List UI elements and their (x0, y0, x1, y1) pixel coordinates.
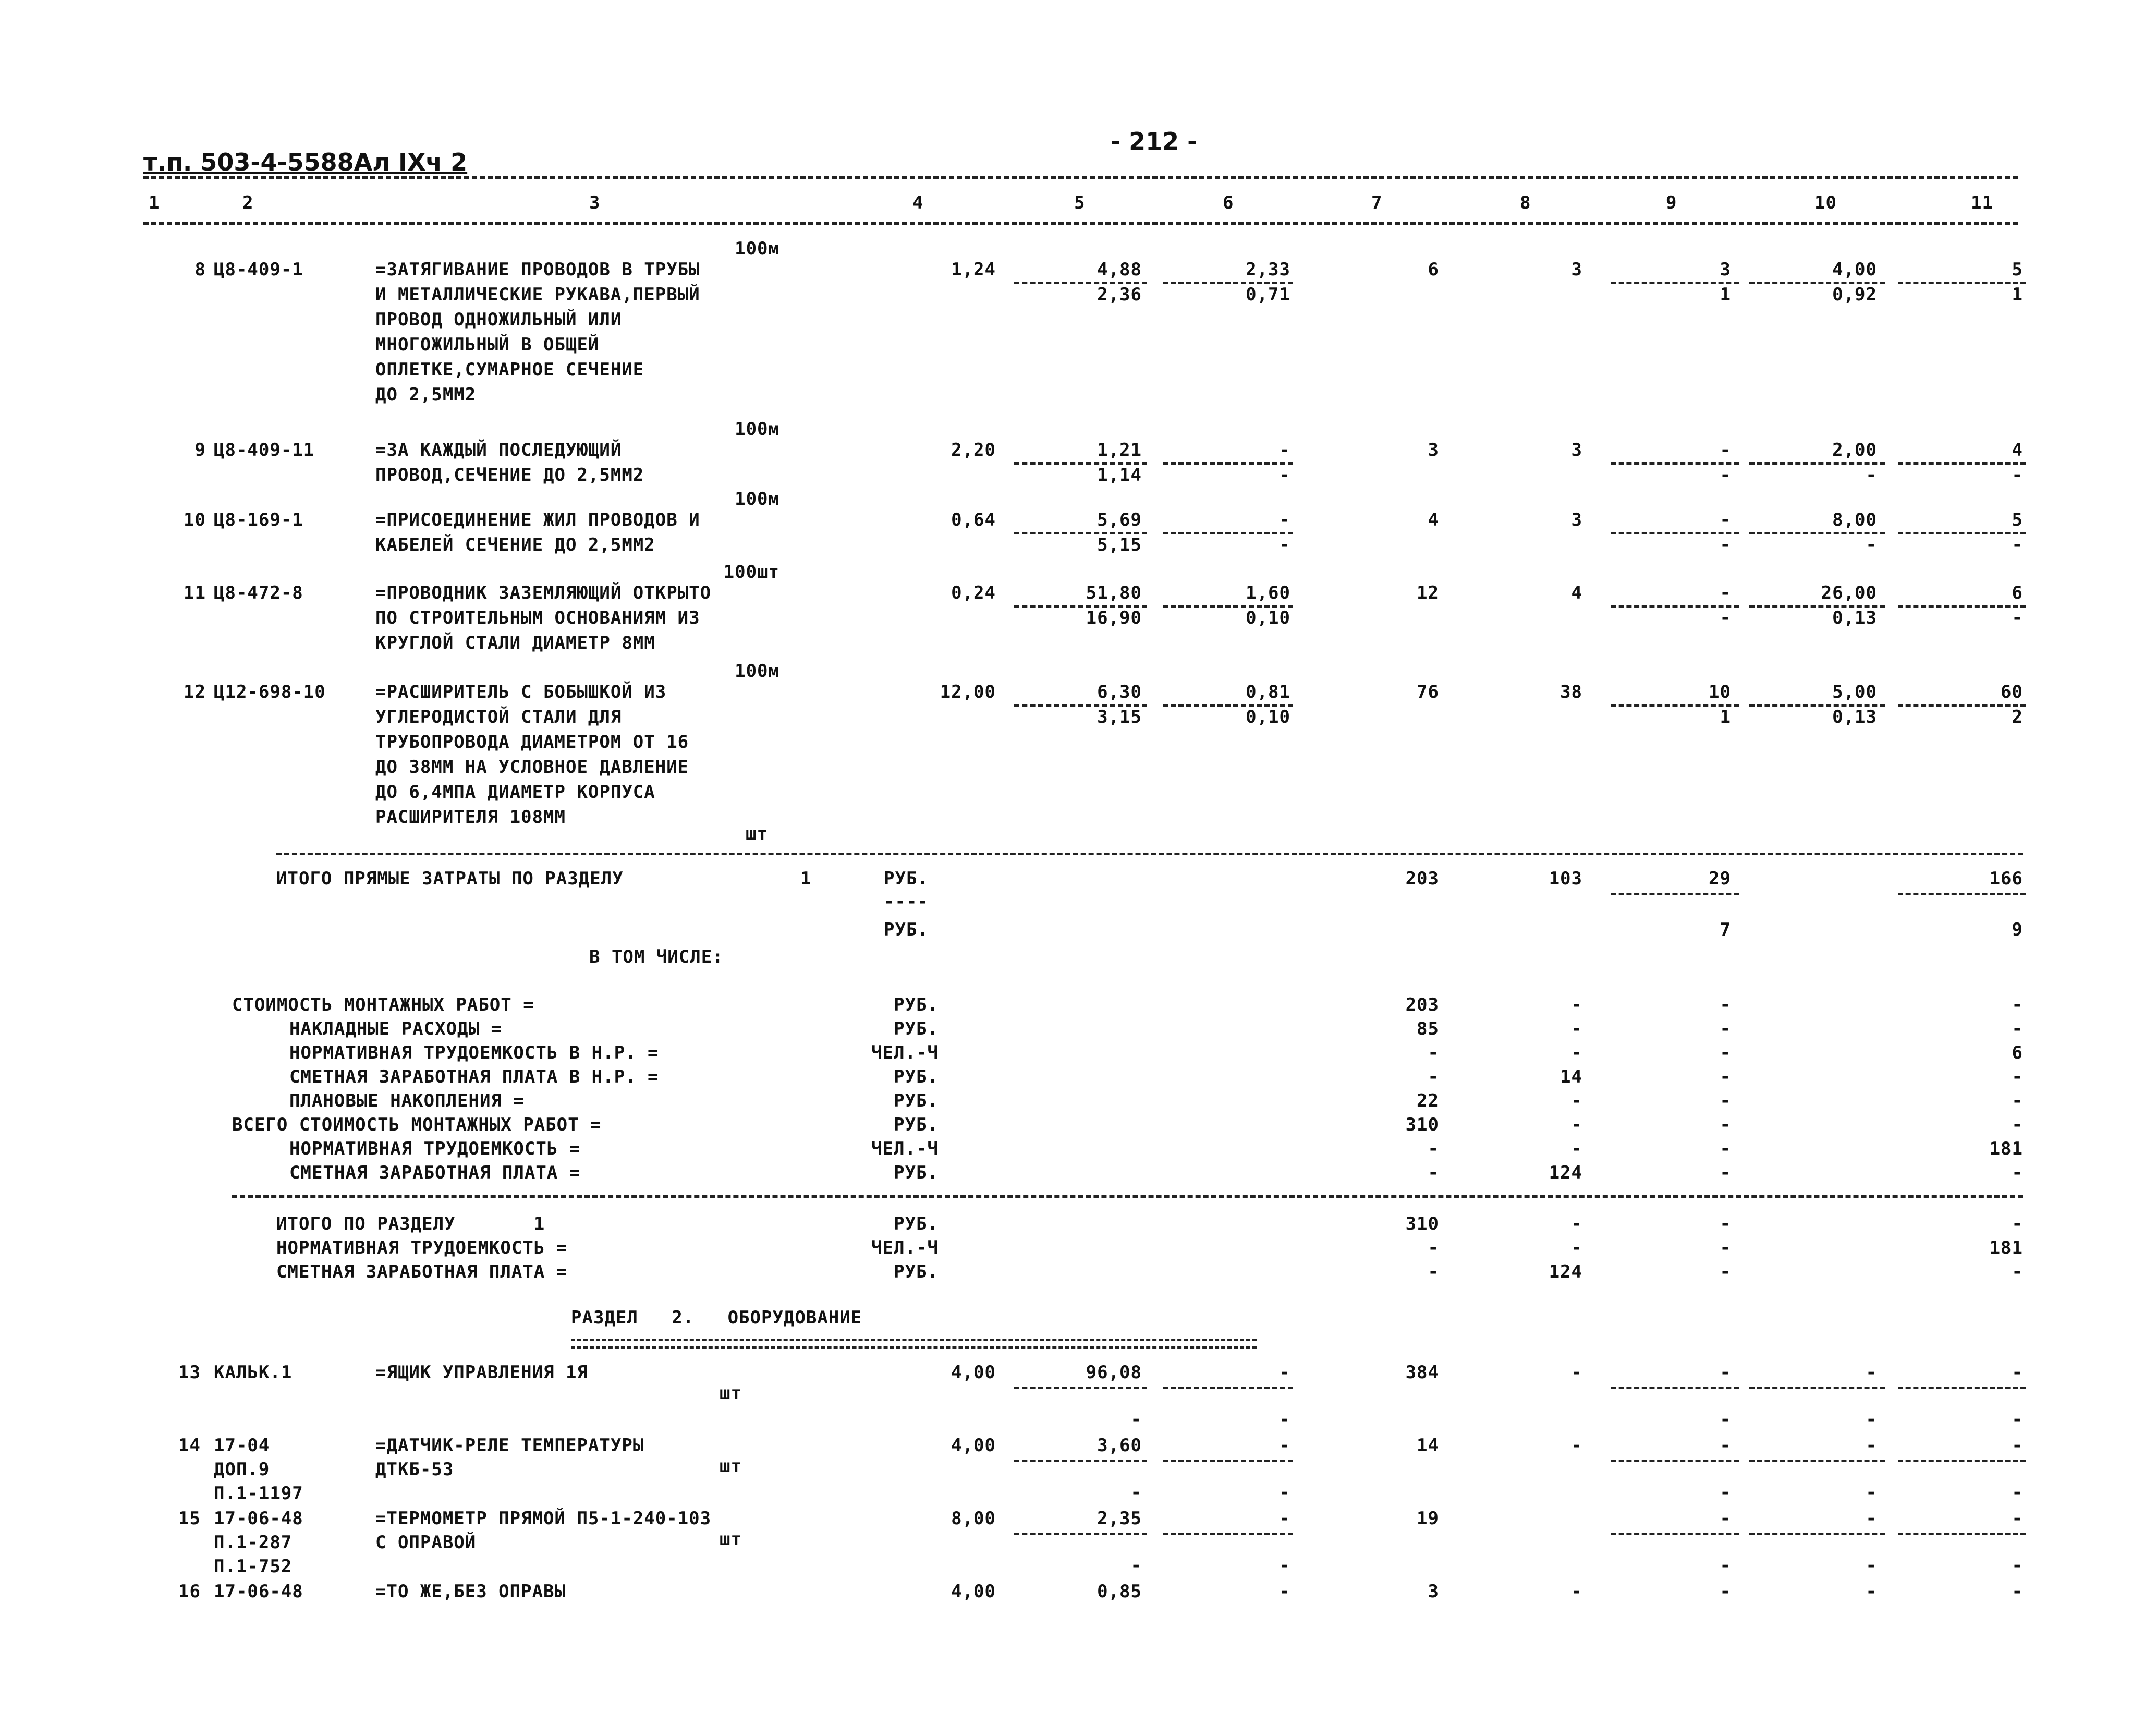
price-code: П.1-287 (214, 1532, 293, 1553)
cell-separator (1014, 1533, 1147, 1535)
item-description: =ЗА КАЖДЫЙ ПОСЛЕДУЮЩИЙ (375, 440, 622, 460)
item-description: ТРУБОПРОВОДА ДИАМЕТРОМ ОТ 16 (375, 732, 689, 752)
cell-c9: - (1720, 1213, 1731, 1234)
cell-c11: 4 (2012, 440, 2023, 460)
cell-separator (1898, 893, 2026, 895)
document-reference: т.п. 503-4-5588Ал IXч 2 (143, 148, 468, 176)
item-description: ДО 38ММ НА УСЛОВНОЕ ДАВЛЕНИЕ (375, 757, 689, 778)
cell-separator (1898, 704, 2026, 707)
column-header: 10 (1814, 192, 1837, 213)
cell-c9b: 1 (1720, 707, 1731, 727)
cell-c11b: - (2012, 1555, 2023, 1576)
cell-c11: 60 (2001, 682, 2023, 702)
cell-c11: 181 (1989, 1138, 2023, 1159)
cell-c9: - (1720, 440, 1731, 460)
cost-line-label: СМЕТНАЯ ЗАРАБОТНАЯ ПЛАТА В Н.Р. = (289, 1066, 659, 1087)
cell-c10: 5,00 (1832, 682, 1877, 702)
cell-c11: - (2012, 1114, 2023, 1135)
price-code: Ц8-472-8 (214, 582, 303, 603)
cell-separator (1611, 893, 1739, 895)
price-code: 17-06-48 (214, 1508, 303, 1529)
in-that-heading: В ТОМ ЧИСЛЕ: (589, 946, 724, 967)
cell-c4: 8,00 (951, 1508, 996, 1529)
cell-c11b: 1 (2012, 284, 2023, 305)
cell-separator (1898, 1387, 2026, 1389)
cell-c5: 1,21 (1097, 440, 1142, 460)
cell-c7: - (1428, 1162, 1439, 1183)
unit-label: РУБ. (884, 919, 929, 940)
cost-line-label: НАКЛАДНЫЕ РАСХОДЫ = (289, 1018, 502, 1039)
item-description: =ТО ЖЕ,БЕЗ ОПРАВЫ (375, 1581, 566, 1602)
final-line-label: ИТОГО ПО РАЗДЕЛУ 1 (276, 1213, 545, 1234)
item-number: 10 (184, 509, 206, 530)
unit-label: РУБ. (894, 994, 939, 1015)
unit-label: 100шт (723, 562, 779, 582)
cell-c11b: 9 (2012, 919, 2023, 940)
price-code: Ц8-409-1 (214, 259, 303, 280)
unit-label: РУБ. (894, 1066, 939, 1087)
price-code: 17-06-48 (214, 1581, 303, 1602)
cell-c5b: 3,15 (1097, 707, 1142, 727)
cell-c9: - (1720, 1018, 1731, 1039)
cell-c7: - (1428, 1066, 1439, 1087)
cell-c6: - (1279, 1362, 1290, 1383)
cell-c4: 12,00 (940, 682, 996, 702)
cell-c6b: - (1279, 465, 1290, 485)
total-label: ИТОГО ПРЯМЫЕ ЗАТРАТЫ ПО РАЗДЕЛУ (276, 868, 624, 889)
cell-c10: 8,00 (1832, 509, 1877, 530)
cell-c11: 5 (2012, 259, 2023, 280)
unit-label: шт (720, 1383, 742, 1404)
cell-c6b: 0,10 (1246, 608, 1290, 628)
cell-c11: - (2012, 994, 2023, 1015)
cell-c5: 96,08 (1086, 1362, 1142, 1383)
item-description: КРУГЛОЙ СТАЛИ ДИАМЕТР 8ММ (375, 633, 655, 653)
cell-separator (1898, 1533, 2026, 1535)
cell-c5: 4,88 (1097, 259, 1142, 280)
cell-separator (1898, 462, 2026, 465)
cell-c5: 0,85 (1097, 1581, 1142, 1602)
price-code: КАЛЬК.1 (214, 1362, 293, 1383)
cell-c7: - (1428, 1261, 1439, 1282)
cell-separator (1163, 1533, 1293, 1535)
cell-c11b: - (2012, 1482, 2023, 1503)
cell-c6b: 0,10 (1246, 707, 1290, 727)
unit-label: ЧЕЛ.-Ч (871, 1237, 939, 1258)
cell-separator (1749, 1533, 1885, 1535)
unit-label: шт (720, 1529, 742, 1550)
cell-c9: - (1720, 1362, 1731, 1383)
cell-c10b: 0,13 (1832, 707, 1877, 727)
cell-c7: - (1428, 1138, 1439, 1159)
cell-separator (1898, 605, 2026, 608)
unit-label: 100м (735, 419, 779, 440)
header-rule-bottom (143, 222, 2018, 225)
header-rule-top (143, 176, 2018, 179)
cell-c8: - (1571, 1213, 1582, 1234)
cell-c8: - (1571, 1114, 1582, 1135)
cell-c8: 4 (1571, 582, 1582, 603)
cell-c8: - (1571, 1435, 1582, 1456)
item-number: 15 (178, 1508, 201, 1529)
page-number: - 212 - (1111, 127, 1198, 155)
cell-c11: 6 (2012, 1042, 2023, 1063)
cell-c5b: - (1130, 1409, 1142, 1430)
cell-c4: 4,00 (951, 1362, 996, 1383)
cost-line-label: НОРМАТИВНАЯ ТРУДОЕМКОСТЬ В Н.Р. = (289, 1042, 659, 1063)
cell-separator (1611, 1387, 1739, 1389)
cell-c10b: - (1866, 534, 1877, 555)
cell-c9: - (1720, 1435, 1731, 1456)
item-description: ДО 2,5ММ2 (375, 384, 477, 405)
cell-c6: - (1279, 440, 1290, 460)
cell-c5b: - (1130, 1482, 1142, 1503)
cell-c7: 310 (1405, 1213, 1439, 1234)
cell-c10b: - (1866, 1409, 1877, 1430)
cell-c5: 3,60 (1097, 1435, 1142, 1456)
cell-c10b: 0,92 (1832, 284, 1877, 305)
item-number: 12 (184, 682, 206, 702)
cell-c11: - (2012, 1066, 2023, 1087)
unit-label: РУБ. (894, 1114, 939, 1135)
cell-c10b: - (1866, 465, 1877, 485)
cell-c6: - (1279, 509, 1290, 530)
column-header: 7 (1371, 192, 1383, 213)
cell-c5b: 2,36 (1097, 284, 1142, 305)
cell-c6b: - (1279, 1555, 1290, 1576)
cell-c8: 103 (1549, 868, 1582, 889)
cell-c9b: - (1720, 1555, 1731, 1576)
cell-c11b: - (2012, 608, 2023, 628)
item-description: УГЛЕРОДИСТОЙ СТАЛИ ДЛЯ (375, 707, 622, 727)
cell-c6b: - (1279, 1482, 1290, 1503)
cell-c11: 5 (2012, 509, 2023, 530)
section-rule (232, 1195, 2023, 1198)
unit-label: РУБ. (894, 1090, 939, 1111)
cost-line-label: ПЛАНОВЫЕ НАКОПЛЕНИЯ = (289, 1090, 525, 1111)
column-header: 1 (149, 192, 160, 213)
cell-c5b: 5,15 (1097, 534, 1142, 555)
cell-c6b: - (1279, 1409, 1290, 1430)
cell-c9: - (1720, 1066, 1731, 1087)
cell-c8: - (1571, 1042, 1582, 1063)
column-header: 4 (912, 192, 924, 213)
cell-separator (1749, 462, 1885, 465)
price-code: ДОП.9 (214, 1459, 270, 1480)
cell-c11: - (2012, 1435, 2023, 1456)
cell-separator (1163, 1387, 1293, 1389)
item-description: ПО СТРОИТЕЛЬНЫМ ОСНОВАНИЯМ ИЗ (375, 608, 700, 628)
cell-c9: - (1720, 582, 1731, 603)
section-title-underline (571, 1339, 1257, 1349)
cell-c11: - (2012, 1162, 2023, 1183)
cell-separator (1749, 1387, 1885, 1389)
cell-c10b: - (1866, 1555, 1877, 1576)
cell-c10: - (1866, 1581, 1877, 1602)
cell-c5: 51,80 (1086, 582, 1142, 603)
cell-c9: - (1720, 1042, 1731, 1063)
column-header: 3 (589, 192, 601, 213)
cell-c6: 1,60 (1246, 582, 1290, 603)
cell-c8: 3 (1571, 509, 1582, 530)
unit-label: РУБ. (894, 1261, 939, 1282)
cell-c10: 2,00 (1832, 440, 1877, 460)
cell-separator (1749, 1460, 1885, 1462)
price-code: П.1-752 (214, 1556, 293, 1577)
cell-c11: - (2012, 1581, 2023, 1602)
item-description: =ПРОВОДНИК ЗАЗЕМЛЯЮЩИЙ ОТКРЫТО (375, 582, 712, 603)
unit-label: ЧЕЛ.-Ч (871, 1138, 939, 1159)
unit-label: ЧЕЛ.-Ч (871, 1042, 939, 1063)
cell-c8: 38 (1560, 682, 1582, 702)
cell-c7: 4 (1428, 509, 1439, 530)
cell-c6b: 0,71 (1246, 284, 1290, 305)
column-header: 11 (1971, 192, 1993, 213)
item-number: 9 (194, 440, 206, 460)
cell-c10: 4,00 (1832, 259, 1877, 280)
cell-c11: - (2012, 1213, 2023, 1234)
cost-line-label: СМЕТНАЯ ЗАРАБОТНАЯ ПЛАТА = (289, 1162, 581, 1183)
cell-c9: - (1720, 1237, 1731, 1258)
cell-c9: - (1720, 1581, 1731, 1602)
cell-c8: - (1571, 1090, 1582, 1111)
section-rule (276, 853, 2023, 855)
cell-c9: - (1720, 509, 1731, 530)
cell-c7: - (1428, 1042, 1439, 1063)
cell-c8: 14 (1560, 1066, 1582, 1087)
cell-c10: - (1866, 1362, 1877, 1383)
cell-c11: 166 (1989, 868, 2023, 889)
item-description: РАСШИРИТЕЛЯ 108ММ (375, 807, 566, 828)
item-number: 14 (178, 1435, 201, 1456)
cell-c7: 203 (1405, 994, 1439, 1015)
price-code: Ц8-409-11 (214, 440, 315, 460)
cell-c11b: - (2012, 534, 2023, 555)
cell-c9: 10 (1709, 682, 1731, 702)
cell-c11: - (2012, 1018, 2023, 1039)
cell-c9b: - (1720, 608, 1731, 628)
cell-c8: 124 (1549, 1261, 1582, 1282)
item-description: ПРОВОД,СЕЧЕНИЕ ДО 2,5ММ2 (375, 465, 644, 485)
cell-c9b: - (1720, 1409, 1731, 1430)
cell-c7: 3 (1428, 440, 1439, 460)
price-code: Ц8-169-1 (214, 509, 303, 530)
cell-separator (1163, 532, 1293, 534)
cost-line-label: СТОИМОСТЬ МОНТАЖНЫХ РАБОТ = (232, 994, 534, 1015)
cell-c11b: 2 (2012, 707, 2023, 727)
item-description: =ЯЩИК УПРАВЛЕНИЯ 1Я (375, 1362, 588, 1383)
item-description: И МЕТАЛЛИЧЕСКИЕ РУКАВА,ПЕРВЫЙ (375, 284, 700, 305)
final-line-label: НОРМАТИВНАЯ ТРУДОЕМКОСТЬ = (276, 1237, 568, 1258)
cell-c7: 310 (1405, 1114, 1439, 1135)
cell-c7: 384 (1405, 1362, 1439, 1383)
cell-c9: - (1720, 994, 1731, 1015)
item-description: С ОПРАВОЙ (375, 1532, 477, 1553)
cell-c5: 6,30 (1097, 682, 1142, 702)
cell-c9b: - (1720, 1482, 1731, 1503)
cell-c6: - (1279, 1435, 1290, 1456)
item-description: ДО 6,4МПА ДИАМЕТР КОРПУСА (375, 782, 655, 803)
item-number: 13 (178, 1362, 201, 1383)
cell-c8: - (1571, 1138, 1582, 1159)
item-description: =ТЕРМОМЕТР ПРЯМОЙ П5-1-240-103 (375, 1508, 712, 1529)
cell-c5: 2,35 (1097, 1508, 1142, 1529)
item-number: 8 (194, 259, 206, 280)
cell-c8: 3 (1571, 440, 1582, 460)
cell-c4: 4,00 (951, 1435, 996, 1456)
column-header: 9 (1666, 192, 1677, 213)
cell-c10: 26,00 (1821, 582, 1877, 603)
cell-c9: 29 (1709, 868, 1731, 889)
cell-c9b: 1 (1720, 284, 1731, 305)
total-section-number: 1 (800, 868, 812, 889)
cell-c8: - (1571, 1237, 1582, 1258)
cell-c7: 6 (1428, 259, 1439, 280)
cell-c4: 0,24 (951, 582, 996, 603)
cell-c11: 181 (1989, 1237, 2023, 1258)
cell-c9b: - (1720, 465, 1731, 485)
cell-c9: - (1720, 1090, 1731, 1111)
item-description: ПРОВОД ОДНОЖИЛЬНЫЙ ИЛИ (375, 309, 622, 330)
column-header: 6 (1223, 192, 1234, 213)
cell-c7: 12 (1417, 582, 1439, 603)
cell-separator (1898, 1460, 2026, 1462)
item-description: =ПРИСОЕДИНЕНИЕ ЖИЛ ПРОВОДОВ И (375, 509, 700, 530)
cell-separator-text: ---- (884, 891, 929, 912)
item-description: =ДАТЧИК-РЕЛЕ ТЕМПЕРАТУРЫ (375, 1435, 644, 1456)
cell-c10b: - (1866, 1482, 1877, 1503)
item-number: 11 (184, 582, 206, 603)
cell-c7: 22 (1417, 1090, 1439, 1111)
cell-c11: - (2012, 1508, 2023, 1529)
cell-c7: 76 (1417, 682, 1439, 702)
cell-c11: - (2012, 1261, 2023, 1282)
cell-c9: 3 (1720, 259, 1731, 280)
column-header: 8 (1520, 192, 1531, 213)
cell-c5b: - (1130, 1555, 1142, 1576)
cell-separator (1014, 1387, 1147, 1389)
item-number: 16 (178, 1581, 201, 1602)
unit-label: РУБ. (894, 1213, 939, 1234)
cell-separator (1611, 1460, 1739, 1462)
cell-separator (1611, 1533, 1739, 1535)
unit-label: шт (746, 823, 768, 844)
cell-c7: 203 (1405, 868, 1439, 889)
cell-c11: - (2012, 1090, 2023, 1111)
cell-c10b: 0,13 (1832, 608, 1877, 628)
item-description: =РАСШИРИТЕЛЬ С БОБЫШКОЙ ИЗ (375, 682, 667, 702)
cell-c8: 3 (1571, 259, 1582, 280)
item-description: МНОГОЖИЛЬНЫЙ В ОБЩЕЙ (375, 334, 600, 355)
cell-c10: - (1866, 1435, 1877, 1456)
unit-label: 100м (735, 238, 779, 259)
cell-c11: 6 (2012, 582, 2023, 603)
unit-label: РУБ. (894, 1018, 939, 1039)
cell-c4: 1,24 (951, 259, 996, 280)
unit-label: 100м (735, 661, 779, 682)
cell-c9: - (1720, 1261, 1731, 1282)
cell-c7: 14 (1417, 1435, 1439, 1456)
cell-c8: - (1571, 1581, 1582, 1602)
cell-c4: 0,64 (951, 509, 996, 530)
cell-c10: - (1866, 1508, 1877, 1529)
column-header: 5 (1074, 192, 1086, 213)
cell-c9: - (1720, 1138, 1731, 1159)
cell-c6: 0,81 (1246, 682, 1290, 702)
cell-separator (1163, 1460, 1293, 1462)
unit-label: 100м (735, 489, 779, 509)
item-description: КАБЕЛЕЙ СЕЧЕНИЕ ДО 2,5ММ2 (375, 534, 655, 555)
cell-c8: - (1571, 1018, 1582, 1039)
item-description: ДТКБ-53 (375, 1459, 454, 1480)
cell-c9: - (1720, 1508, 1731, 1529)
column-header: 2 (242, 192, 254, 213)
cell-c6: 2,33 (1246, 259, 1290, 280)
cell-c9b: 7 (1720, 919, 1731, 940)
cell-c5b: 16,90 (1086, 608, 1142, 628)
cell-c9: - (1720, 1114, 1731, 1135)
cell-c7: 85 (1417, 1018, 1439, 1039)
cell-c7: - (1428, 1237, 1439, 1258)
cell-c11b: - (2012, 465, 2023, 485)
cell-c6: - (1279, 1581, 1290, 1602)
cell-separator (1898, 532, 2026, 534)
cell-separator (1163, 462, 1293, 465)
price-code: 17-04 (214, 1435, 270, 1456)
cell-c6: - (1279, 1508, 1290, 1529)
cell-c8: 124 (1549, 1162, 1582, 1183)
unit-label: РУБ. (894, 1162, 939, 1183)
cell-c5b: 1,14 (1097, 465, 1142, 485)
cell-separator (1898, 282, 2026, 284)
cell-separator (1749, 532, 1885, 534)
section-title: РАЗДЕЛ 2. ОБОРУДОВАНИЕ (571, 1307, 862, 1328)
price-code: Ц12-698-10 (214, 682, 326, 702)
cell-c11: - (2012, 1362, 2023, 1383)
cell-c9: - (1720, 1162, 1731, 1183)
cell-c7: 3 (1428, 1581, 1439, 1602)
cell-c4: 2,20 (951, 440, 996, 460)
cell-separator (1014, 1460, 1147, 1462)
cell-c4: 4,00 (951, 1581, 996, 1602)
cost-line-label: НОРМАТИВНАЯ ТРУДОЕМКОСТЬ = (289, 1138, 581, 1159)
price-code: П.1-1197 (214, 1483, 303, 1504)
item-description: =ЗАТЯГИВАНИЕ ПРОВОДОВ В ТРУБЫ (375, 259, 700, 280)
final-line-label: СМЕТНАЯ ЗАРАБОТНАЯ ПЛАТА = (276, 1261, 568, 1282)
cell-c6b: - (1279, 534, 1290, 555)
cost-line-label: ВСЕГО СТОИМОСТЬ МОНТАЖНЫХ РАБОТ = (232, 1114, 602, 1135)
cell-c8: - (1571, 1362, 1582, 1383)
unit-label: РУБ. (884, 868, 929, 889)
item-description: ОПЛЕТКЕ,СУМАРНОЕ СЕЧЕНИЕ (375, 359, 644, 380)
cell-c5: 5,69 (1097, 509, 1142, 530)
unit-label: шт (720, 1456, 742, 1477)
cell-c7: 19 (1417, 1508, 1439, 1529)
cell-c8: - (1571, 994, 1582, 1015)
cell-c11b: - (2012, 1409, 2023, 1430)
cell-c9b: - (1720, 534, 1731, 555)
